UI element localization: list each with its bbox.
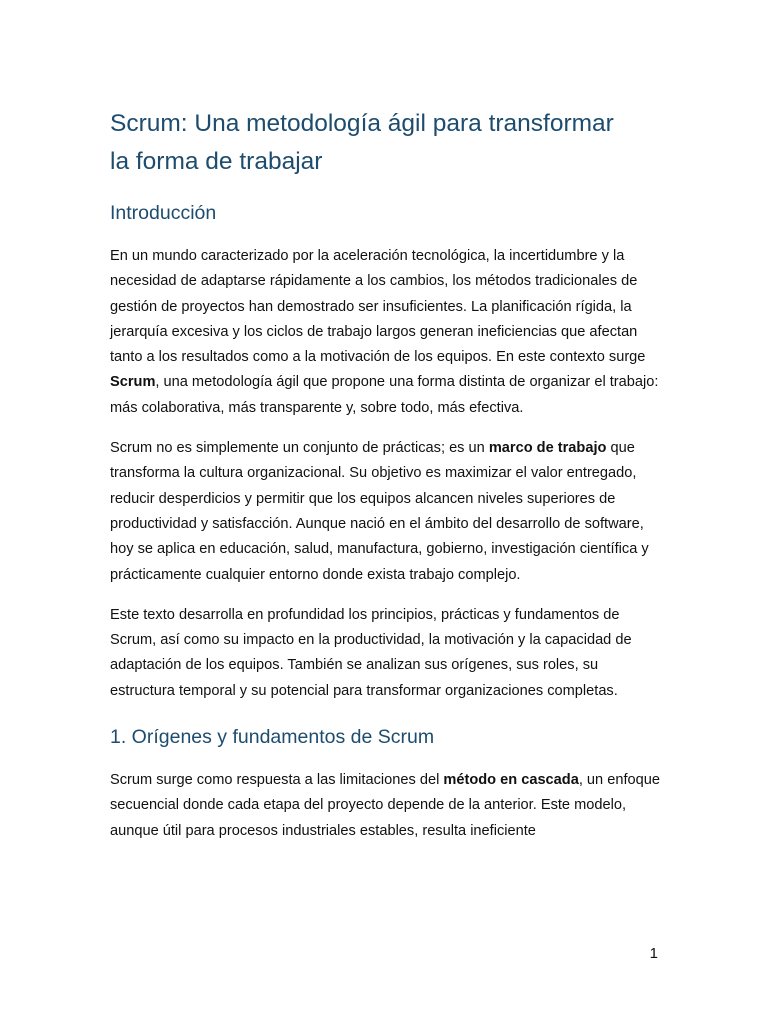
intro-paragraph-3: Este texto desarrolla en profundidad los principios, prácticas y fundamentos de Scrum, así como su impacto en la productividad, la motivación y la capacidad de adaptación de los equipos. También se analizan sus orígenes, sus roles, su estructura temporal y su potencial para transformar organizaciones completas. — [110, 606, 632, 699]
section-1-paragraph-1-text-a: Scrum surge como respuesta a las limitaciones del — [110, 772, 444, 789]
document-title-line-1: Scrum: Una metodología ágil para transformar — [110, 110, 614, 137]
intro-paragraph-2-bold-marco: marco de trabajo — [488, 440, 607, 457]
intro-paragraph-2 — [110, 436, 660, 588]
intro-paragraph-1-bold-scrum: Scrum — [110, 374, 156, 391]
section-1-heading: 1. Orígenes y fundamentos de Scrum — [110, 726, 435, 749]
document-body — [110, 105, 660, 844]
document-title — [110, 105, 660, 181]
intro-paragraph-1-text-a: En un mundo caracterizado por la aceleración tecnológica, la incertidumbre y la necesidad de adaptarse rápidamente a los cambios, los métodos tradicionales de gestión de proyectos han demostrado ser insuficientes. La planificación rígida, la jerarquía excesiva y los ciclos de trabajo largos generan ineficiencias que afectan tanto a los resultados como a la motivación de los equipos. En este contexto surge — [110, 248, 646, 366]
intro-paragraph-2-text-a: Scrum no es simplemente un conjunto de prácticas; es un — [110, 440, 489, 457]
intro-paragraph-2-text-c: que transforma la cultura organizacional. Su objetivo es maximizar el valor entregado, reducir desperdicios y permitir que los equipos alcancen niveles superiores de productividad y satisfacción. Aunque nació en el ámbito del desarrollo de software, hoy se aplica en educación, salud, manufactura, gobierno, investigación científica y prácticamente cualquier entorno donde exista trabajo complejo. — [110, 440, 649, 583]
section-1-paragraph-1-bold-cascada: método en cascada — [443, 772, 579, 789]
section-1-paragraph-1 — [110, 768, 660, 844]
document-title-line-2: la forma de trabajar — [110, 148, 323, 175]
introduction-heading: Introducción — [110, 202, 217, 224]
section-1-paragraph-1-text-c: , un enfoque secuencial donde cada etapa del proyecto depende de la anterior. Este modelo, aunque útil para procesos industriales estables, resulta ineficiente — [110, 772, 660, 839]
page-number: 1 — [649, 945, 658, 962]
intro-paragraph-1-text-c: , una metodología ágil que propone una forma distinta de organizar el trabajo: más colaborativa, más transparente y, sobre todo, más efectiva. — [110, 374, 659, 416]
intro-paragraph-1 — [110, 244, 660, 421]
